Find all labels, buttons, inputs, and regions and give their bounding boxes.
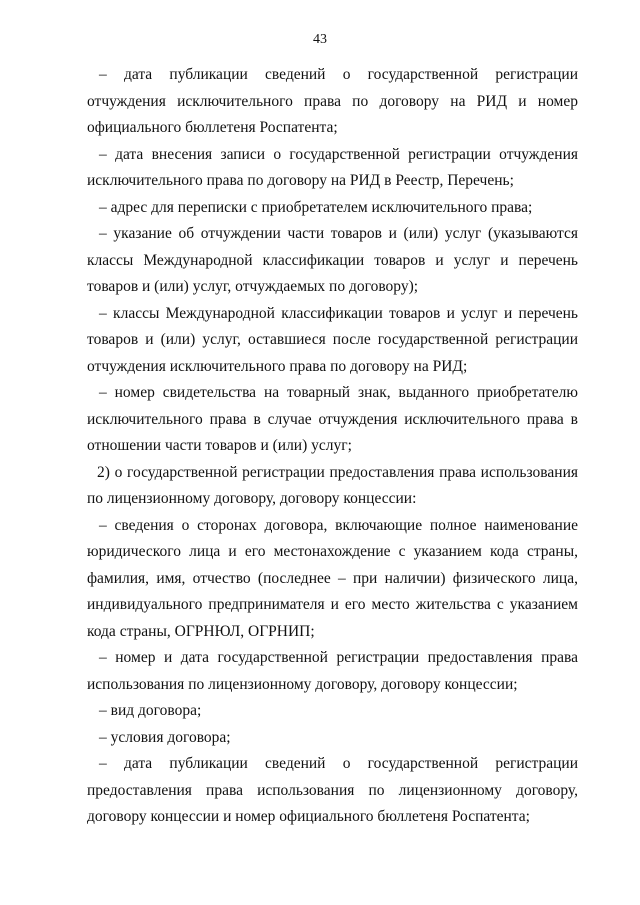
document-body <box>87 62 578 831</box>
list-item-partial-alienation: – указание об отчуждении части товаров и (или) услуг (указываются классы Международной классификации товаров и услуг и перечень товаров и (или) услуг, отчуждаемых по договору); <box>87 225 578 295</box>
section-license-registration: 2) о государственной регистрации предоставления права использования по лицензионному договору, договору концессии: <box>87 463 578 507</box>
list-item-parties-info: – сведения о сторонах договора, включающие полное наименование юридического лица и его местонахождение с указанием кода страны, фамилия, имя, отчество (последнее – при наличии) физического лица, индивидуального предпринимателя и его место жительства с указанием кода страны, ОГРНЮЛ, ОГРНИП; <box>87 516 578 640</box>
list-item-registry-entry-date: – дата внесения записи о государственной регистрации отчуждения исключительного права по договору на РИД в Реестр, Перечень; <box>87 145 578 189</box>
list-item-remaining-classes: – классы Международной классификации товаров и услуг и перечень товаров и (или) услуг, оставшиеся после государственной регистрации отчуждения исключительного права по договору на РИД; <box>87 304 578 375</box>
list-item-contract-terms: – условия договора; <box>99 728 231 746</box>
list-item-registration-number-date: – номер и дата государственной регистрации предоставления права использования по лицензионному договору, договору концессии; <box>87 649 578 693</box>
page-number: 43 <box>313 32 327 47</box>
list-item-license-publication-date: – дата публикации сведений о государственной регистрации предоставления права использования по лицензионному договору, договору концессии и номер официального бюллетеня Роспатента; <box>87 755 578 825</box>
list-item-contract-type: – вид договора; <box>99 702 202 719</box>
list-item-correspondence-address: – адрес для переписки с приобретателем исключительного права; <box>99 198 533 216</box>
list-item-publication-date: – дата публикации сведений о государственной регистрации отчуждения исключительного права по договору на РИД и номер официального бюллетеня Роспатента; <box>87 66 578 136</box>
list-item-certificate-number: – номер свидетельства на товарный знак, выданного приобретателю исключительного права в случае отчуждения исключительного права в отношении части товаров и (или) услуг; <box>87 384 578 454</box>
